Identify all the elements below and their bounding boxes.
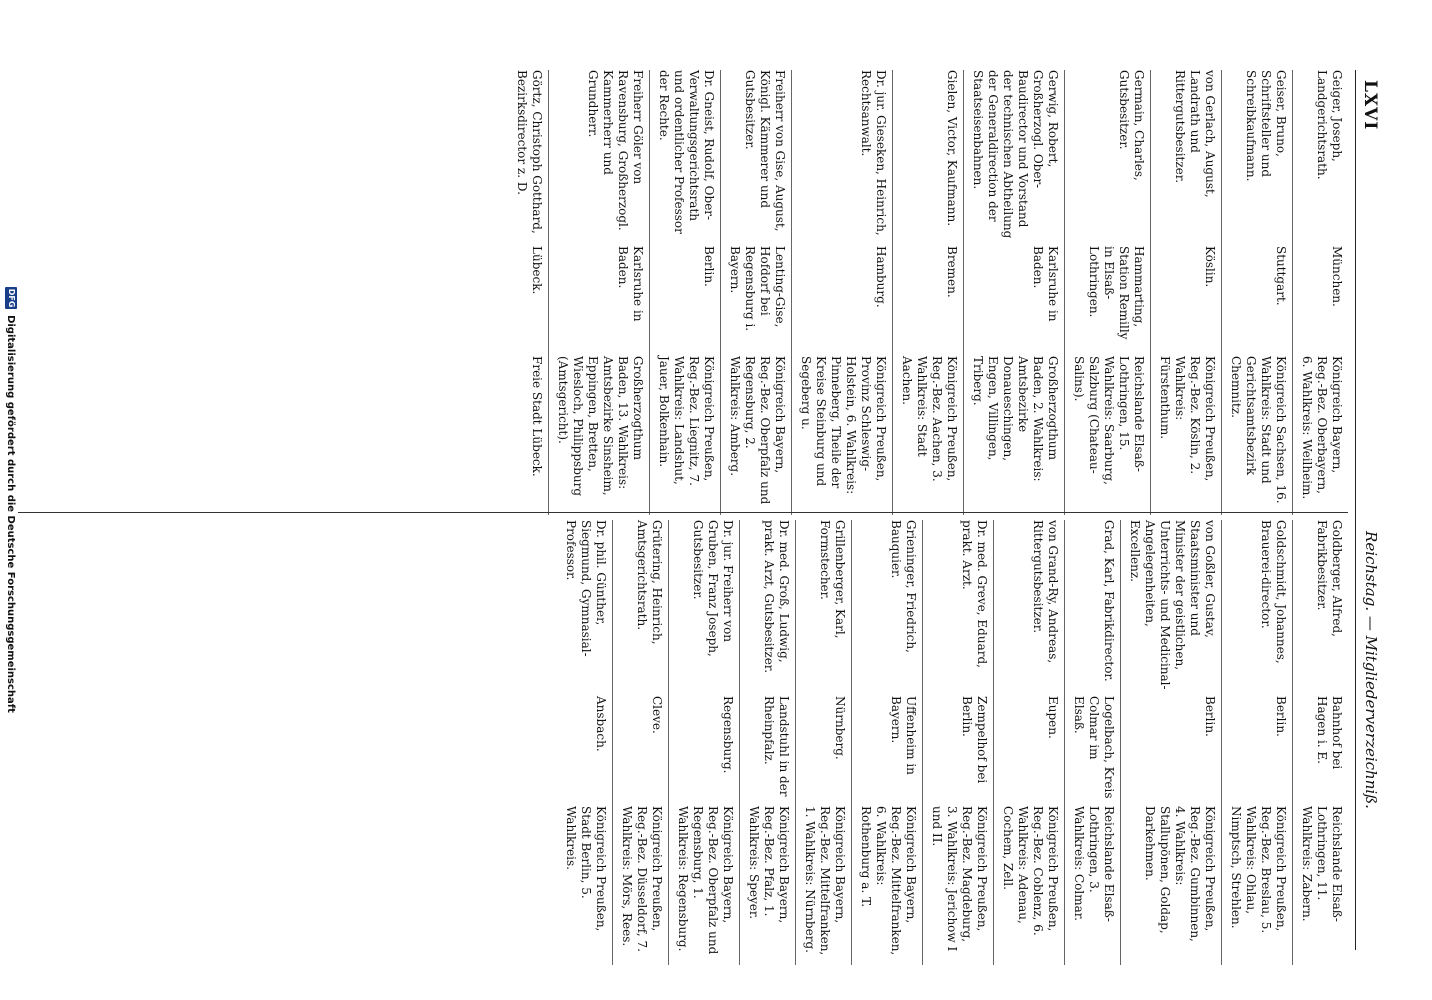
- member-residence: Karlsruhe in Baden.: [616, 246, 645, 322]
- member-district: Königreich Bayern, Reg.-Bez. Mittelfranken, 6. Wahlkreis: Rothenburg a. T.: [859, 806, 918, 956]
- member-name: Grieninger, Friedrich, Bauquier.: [889, 520, 918, 653]
- member-district: Königreich Preußen, Reg.-Bez. Magdeburg, 3. Wahlkreis: Jerichow I und II.: [930, 806, 989, 952]
- member-residence: Berlin.: [702, 246, 716, 287]
- member-residence: Eupen.: [1046, 696, 1060, 739]
- member-entry: [1064, 520, 1120, 965]
- member-name: Dr. jur. Gieseken, Heinrich, Rechtsanwalt.: [859, 70, 888, 236]
- header-rule: [1355, 70, 1356, 950]
- member-entry: [892, 70, 963, 515]
- member-name: Geiser, Bruno, Schriftsteller und Schreibkaufmann.: [1244, 70, 1288, 182]
- member-entry: [791, 70, 892, 515]
- member-name: Geiger, Joseph, Landgerichtsrath.: [1315, 70, 1344, 180]
- member-district: Königreich Bayern, Reg.-Bez. Oberbayern, 6. Wahlkreis: Weilheim.: [1300, 356, 1344, 500]
- member-entry: [557, 520, 612, 965]
- member-district: Königreich Preußen, Reg.-Bez. Düsseldorf, 7. Wahlkreis: Mörs, Rees.: [620, 806, 664, 952]
- member-entry: [1120, 520, 1221, 965]
- member-entry: [649, 70, 720, 515]
- member-residence: Cleve.: [650, 696, 664, 734]
- member-residence: Hamburg.: [874, 246, 888, 308]
- member-district: Reichslande Elsaß-Lothringen, 15. Wahlkreis: Saarburg, Salzburg (Chateau-Salins).: [1072, 356, 1146, 485]
- member-residence: Berlin.: [1203, 696, 1217, 737]
- footer: [0, 0, 22, 1000]
- member-residence: Stuttgart.: [1274, 246, 1288, 306]
- member-entry: [612, 520, 668, 965]
- member-name: Dr. phil. Günther, Siegmund, Gymnasial-Professor.: [564, 520, 608, 657]
- member-district: Königreich Bayern, Reg.-Bez. Pfalz, 1. Wahlkreis: Speyer.: [747, 806, 791, 924]
- member-entry: [720, 70, 791, 515]
- member-district: Königreich Preußen, Reg.-Bez. Aachen, 3. Wahlkreis: Stadt Aachen.: [900, 356, 959, 482]
- member-name: Grillenberger, Karl, Formstecher.: [818, 520, 847, 639]
- member-residence: Zempelhof bei Berlin.: [960, 696, 989, 784]
- member-entry: [668, 520, 739, 965]
- member-name: Freiherr Göler von Ravensburg, Großherzogl. Kammerherr und Grundherr.: [586, 70, 645, 231]
- member-residence: Lenting-Gise, Hofdorf bei Regensburg i. Bayern.: [728, 246, 787, 332]
- dfg-logo-icon: DFG: [7, 288, 16, 308]
- member-residence: Ansbach.: [594, 696, 608, 752]
- member-district: Königreich Preußen, Reg.-Bez. Köslin, 2. Wahlkreis: Fürstenthum.: [1158, 356, 1217, 482]
- member-name: von Grand-Ry, Andreas, Rittergutsbesitzer.: [1031, 520, 1060, 664]
- member-entry: [993, 520, 1064, 965]
- member-entry: [1221, 70, 1292, 515]
- member-residence: München.: [1330, 246, 1344, 307]
- member-entry: [795, 520, 851, 965]
- member-residence: Karlsruhe in Baden.: [1031, 246, 1060, 322]
- member-entry: [1221, 520, 1292, 965]
- member-name: Goldschmidt, Johannes, Brauerei-director.: [1259, 520, 1288, 664]
- member-name: Grütering, Heinrich, Amtsgerichtsrath.: [635, 520, 664, 645]
- member-district: Königreich Bayern, Reg.-Bez. Oberpfalz und Regensburg, 2. Wahlkreis: Amberg.: [728, 356, 787, 505]
- member-residence: Regensburg.: [721, 696, 735, 774]
- member-name: Dr. med. Groß, Ludwig, prakt. Arzt, Gutsbesitzer.: [762, 520, 791, 674]
- member-district: Reichslande Elsaß-Lothringen, 11. Wahlkreis: Zabern.: [1300, 806, 1344, 922]
- member-name: Dr. med. Greve, Eduard, prakt. Arzt.: [960, 520, 989, 668]
- member-name: Dr. Gneist, Rudolf, Ober-Verwaltungsgerichtsrath und ordentlicher Professor der Rechte.: [657, 70, 716, 234]
- member-residence: Landstuhl in der Rheinpfalz.: [762, 696, 791, 797]
- member-entry: [922, 520, 993, 965]
- member-district: Königreich Preußen, Reg.-Bez. Gumbinnen, 4. Wahlkreis: Stallupönen, Goldap, Darkehmen.: [1143, 806, 1217, 942]
- member-district: Königreich Sachsen, 16. Wahlkreis: Stadt und Gerichtsamtsbezirk Chemnitz.: [1229, 356, 1288, 504]
- member-residence: Nürnberg.: [833, 696, 847, 760]
- member-entry: [1292, 520, 1348, 965]
- member-residence: Berlin.: [1274, 696, 1288, 737]
- member-district: Königreich Bayern, Reg.-Bez. Oberpfalz und Regensburg, 1. Wahlkreis: Regensburg.: [676, 806, 735, 955]
- member-district: Königreich Preußen, Reg.-Bez. Coblenz, 6. Wahlkreis: Adenau, Cochem, Zell.: [1001, 806, 1060, 936]
- member-district: Königreich Preußen, Reg.-Bez. Breslau, 5. Wahlkreis: Ohlau, Nimptsch, Strehlen.: [1229, 806, 1288, 934]
- member-entry: [508, 70, 548, 515]
- member-name: Goldberger, Alfred, Fabrikbesitzer.: [1315, 520, 1344, 637]
- member-name: Görtz, Christoph Gotthard, Bezirksdirector z. D.: [515, 70, 544, 234]
- member-entry: [851, 520, 922, 965]
- column-separator: [18, 512, 1348, 513]
- member-residence: Lübeck.: [530, 246, 544, 295]
- member-entry: [1292, 70, 1348, 515]
- member-district: Großherzogthum Baden, 2. Wahlkreis: Amtsbezirke Donaueschingen, Engen, Villingen, Triberg.: [971, 356, 1060, 482]
- member-district: Königreich Preußen, Stadt Berlin, 5. Wahlkreis.: [564, 806, 608, 932]
- member-entry: [739, 520, 795, 965]
- footer-text: Digitalisierung gefördert durch die Deutsche Forschungsgemeinschaft: [5, 315, 17, 713]
- member-entry: [963, 70, 1064, 515]
- member-district: Großherzogthum Baden, 13. Wahlkreis: Amtsbezirke Sinsheim, Eppingen, Bretten, Wiesloch, Philippsburg (Amtsgericht).: [556, 356, 645, 497]
- member-name: Freiherr von Gise, August, Königl. Kämmerer und Gutsbesitzer.: [743, 70, 787, 232]
- member-name: Germain, Charles, Gutsbesitzer.: [1117, 70, 1146, 181]
- member-residence: Logelbach, Kreis Colmar im Elsaß.: [1072, 696, 1116, 799]
- member-district: Königreich Bayern, Reg.-Bez. Mittelfranken, 1. Wahlkreis: Nürnberg.: [803, 806, 847, 956]
- member-district: Königreich Preußen, Provinz Schleswig-Holstein, 6. Wahlkreis: Pinneberg, Theile der Kreise Steinburg und Segeberg u.: [799, 356, 888, 495]
- page-number: LXVI: [1360, 80, 1380, 131]
- member-entry: [1150, 70, 1221, 515]
- member-name: Dr. jur. Freiherr von Gruben, Franz Joseph, Gutsbesitzer.: [691, 520, 735, 657]
- left-column: [508, 70, 1348, 515]
- member-name: Grad, Karl, Fabrikdirector.: [1102, 520, 1116, 682]
- member-residence: Uffenheim in Bayern.: [889, 696, 918, 775]
- member-residence: Bremen.: [945, 246, 959, 298]
- member-district: Reichslande Elsaß-Lothringen, 3. Wahlkreis: Colmar.: [1072, 806, 1116, 922]
- running-head: Reichstag. — Mitgliederverzeichniß.: [1362, 531, 1380, 809]
- member-name: Gielen, Victor, Kaufmann.: [945, 70, 959, 227]
- member-district: Königreich Preußen, Reg.-Bez. Liegnitz, 7. Wahlkreis: Landshut, Jauer, Bolkenhain.: [657, 356, 716, 486]
- member-residence: Köslin.: [1203, 246, 1217, 288]
- right-column: [557, 520, 1348, 965]
- member-entry: [548, 70, 649, 515]
- member-entry: [1064, 70, 1150, 515]
- member-name: von Goßler, Gustav, Staatsminister und Minister der geistlichen, Unterrichts- und Medicinal-Angelegenheiten, Excellenz.: [1128, 520, 1217, 690]
- member-name: von Gerlach, August, Landrath und Rittergutsbesitzer.: [1173, 70, 1217, 198]
- member-residence: Hammarting, Station Remilly in Elsaß-Lothringen.: [1087, 246, 1146, 340]
- member-residence: Bahnhof bei Hagen i. E.: [1315, 696, 1344, 770]
- member-name: Gerwig, Robert, Großherzogl. Ober-Baudirector und Vorstand der technischen Abtheilung der Generaldirection der Staatseisenbahnen.: [971, 70, 1060, 239]
- member-district: Freie Stadt Lübeck.: [530, 356, 544, 477]
